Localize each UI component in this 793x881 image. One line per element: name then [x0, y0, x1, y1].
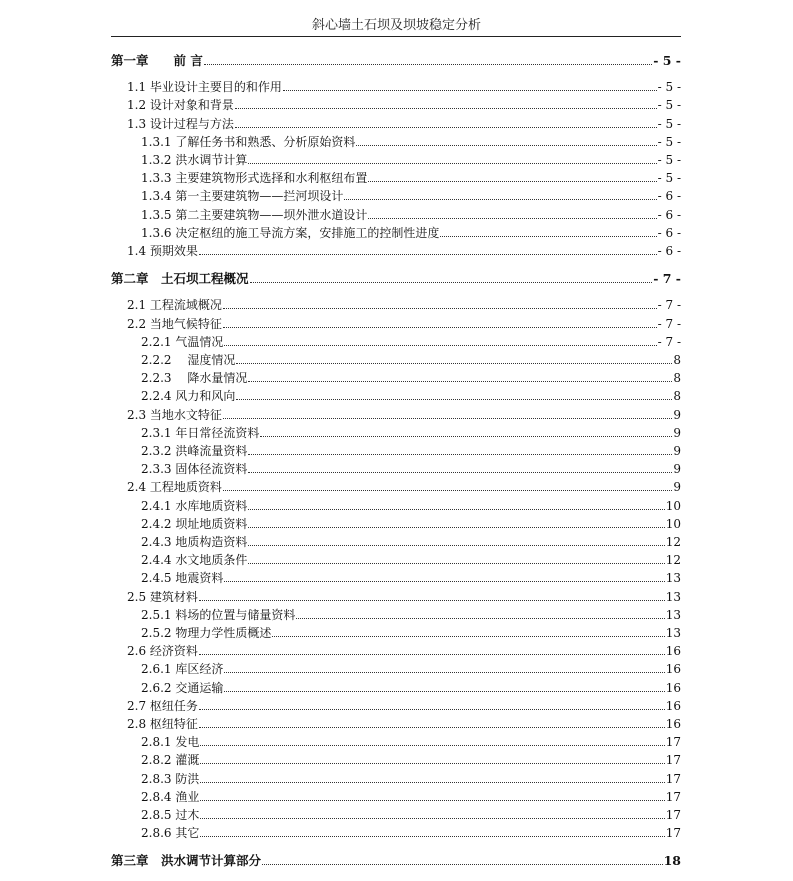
toc-entry-label: 2.2.1 气温情况 [141, 334, 224, 349]
toc-page-number: - 7 - [657, 298, 681, 313]
toc-entry-label: 1.1 毕业设计主要目的和作用 [127, 80, 282, 95]
toc-entry-row[interactable] [111, 171, 681, 185]
toc-page-number: 8 [673, 353, 681, 367]
toc-entry-label: 2.3.1 年日常径流资料 [141, 425, 260, 440]
toc-entry-label: 2.4.1 水库地质资料 [141, 498, 248, 513]
toc-entry-label: 2.8.1 发电 [141, 735, 200, 750]
toc-page-number: - 7 - [657, 316, 681, 331]
toc-entry-label: 2.2.2 湿度情况 [141, 353, 236, 367]
dot-leader [199, 726, 665, 728]
running-header: 斜心墙土石坝及坝坡稳定分析 [311, 18, 481, 33]
dot-leader [296, 617, 664, 619]
toc-entry-label: 2.4.2 坝址地质资料 [141, 516, 248, 531]
toc-entry-row[interactable] [111, 317, 681, 331]
toc-chapter-row[interactable] [111, 272, 681, 286]
toc-entry-row[interactable] [111, 517, 681, 531]
toc-page-number: - 6 - [657, 225, 681, 240]
toc-entry-row[interactable] [111, 135, 681, 149]
toc-page-number: 9 [673, 462, 681, 477]
toc-entry-label: 2.8.5 过木 [141, 808, 200, 822]
toc-entry-row[interactable] [111, 608, 681, 622]
toc-page-number: - 7 - [653, 271, 681, 287]
toc-entry-label: 1.3.3 主要建筑物形式选择和水利枢纽布置 [141, 171, 368, 186]
toc-page-number: - 5 - [657, 153, 681, 167]
toc-entry-label: 1.3.1 了解任务书和熟悉、分析原始资料 [141, 134, 356, 149]
toc-entry-row[interactable] [111, 644, 681, 658]
dot-leader [440, 235, 656, 237]
toc-entry-row[interactable] [111, 462, 681, 476]
toc-page-number: 17 [665, 826, 681, 841]
toc-page-number: 8 [673, 371, 681, 386]
toc-page-number: 17 [665, 735, 681, 750]
toc-entry-row[interactable] [111, 499, 681, 513]
dot-leader [199, 599, 665, 601]
toc-entry-row[interactable] [111, 590, 681, 604]
toc-entry-label: 2.6 经济资料 [127, 644, 198, 659]
toc-page-number: 9 [673, 425, 681, 440]
toc-entry-label: 第二章 土石坝工程概况 [111, 271, 249, 287]
toc-entry-label: 2.4 工程地质资料 [127, 480, 222, 495]
toc-entry-label: 2.5.2 物理力学性质概述 [141, 626, 272, 640]
toc-page-number: 16 [665, 698, 681, 713]
toc-entry-label: 第三章 洪水调节计算部分 [111, 853, 262, 869]
toc-page-number: - 5 - [657, 171, 681, 186]
dot-leader [344, 198, 656, 200]
toc-page-number: 12 [665, 553, 681, 568]
toc-entry-label: 2.2.4 风力和风向 [141, 389, 236, 404]
toc-entry-label: 1.3.2 洪水调节计算 [141, 153, 248, 167]
dot-leader [248, 544, 664, 546]
toc-entry-row[interactable] [111, 699, 681, 713]
toc-entry-label: 1.3.6 决定枢纽的施工导流方案，安排施工的控制性进度 [141, 225, 440, 240]
toc-entry-label: 2.1 工程流域概况 [127, 298, 222, 313]
toc-entry-row[interactable] [111, 790, 681, 804]
toc-entry-label: 2.4.4 水文地质条件 [141, 553, 248, 568]
dot-leader [199, 253, 657, 255]
toc-entry-row[interactable] [111, 717, 681, 731]
dot-leader [200, 835, 664, 837]
dot-leader [248, 526, 664, 528]
toc-page-number: 16 [665, 680, 681, 695]
toc-entry-row[interactable] [111, 772, 681, 786]
dot-leader [223, 489, 672, 491]
toc-entry-row[interactable] [111, 480, 681, 494]
toc-entry-row[interactable] [111, 226, 681, 240]
dot-leader [235, 126, 657, 128]
dot-leader [248, 471, 672, 473]
dot-leader [200, 762, 664, 764]
dot-leader [224, 580, 664, 582]
dot-leader [248, 162, 656, 164]
toc-page-number: 12 [665, 535, 681, 549]
toc-entry-row[interactable] [111, 735, 681, 749]
toc-page-number: 10 [665, 498, 681, 513]
toc-entry-label: 第一章 前 言 [111, 53, 203, 68]
toc-page-number: - 6 - [657, 244, 681, 258]
toc-page-number: 9 [673, 480, 681, 495]
toc-entry-row[interactable] [111, 80, 681, 94]
toc-page-number: 13 [665, 571, 681, 586]
toc-page-number: 13 [665, 589, 681, 604]
toc-entry-row[interactable] [111, 426, 681, 440]
toc-entry-row[interactable] [111, 571, 681, 585]
toc-entry-row[interactable] [111, 808, 681, 822]
toc-page-number: 16 [665, 662, 681, 677]
toc-entry-label: 2.2 当地气候特征 [127, 316, 222, 331]
toc-entry-row[interactable] [111, 117, 681, 131]
dot-leader [368, 217, 656, 219]
toc-entry-row[interactable] [111, 826, 681, 840]
dot-leader [223, 307, 657, 309]
toc-page-number: 16 [665, 717, 681, 731]
dot-leader [260, 435, 672, 437]
dot-leader [250, 281, 653, 283]
toc-entry-row[interactable] [111, 535, 681, 549]
dot-leader [248, 453, 672, 455]
toc-entry-label: 2.5 建筑材料 [127, 589, 198, 604]
dot-leader [262, 863, 663, 865]
dot-leader [272, 635, 664, 637]
toc-page-number: 8 [673, 389, 681, 404]
toc-page-number: - 5 - [657, 80, 681, 95]
dot-leader [224, 690, 664, 692]
toc-page-number: 13 [665, 607, 681, 622]
toc-entry-label: 2.4.3 地质构造资料 [141, 535, 248, 549]
toc-entry-label: 2.2.3 降水量情况 [141, 371, 248, 386]
toc-entry-row[interactable] [111, 353, 681, 367]
dot-leader [199, 653, 665, 655]
toc-entry-row[interactable] [111, 244, 681, 258]
toc-page-number: 13 [665, 626, 681, 640]
toc-page-number: - 5 - [657, 134, 681, 149]
toc-chapter-row[interactable] [111, 854, 681, 868]
toc-page-number: 17 [665, 753, 681, 768]
toc-entry-label: 2.6.2 交通运输 [141, 680, 224, 695]
toc-page-number: - 7 - [657, 334, 681, 349]
dot-leader [200, 781, 664, 783]
dot-leader [204, 63, 652, 65]
toc-entry-row[interactable] [111, 98, 681, 112]
toc-page-number: 17 [665, 808, 681, 822]
dot-leader [199, 708, 665, 710]
toc-entry-row[interactable] [111, 389, 681, 403]
header-rule [111, 36, 681, 37]
toc-entry-label: 2.8 枢纽特征 [127, 717, 198, 731]
toc-entry-label: 2.3.2 洪峰流量资料 [141, 444, 248, 458]
toc-page-number: - 5 - [653, 53, 681, 68]
toc-entry-row[interactable] [111, 371, 681, 385]
dot-leader [248, 562, 664, 564]
toc-entry-label: 2.6.1 库区经济 [141, 662, 224, 677]
toc-entry-label: 2.8.6 其它 [141, 826, 200, 841]
toc-entry-row[interactable] [111, 153, 681, 167]
dot-leader [224, 344, 656, 346]
toc-entry-row[interactable] [111, 189, 681, 203]
toc-entry-row[interactable] [111, 753, 681, 767]
toc-entry-label: 2.8.3 防洪 [141, 771, 200, 786]
toc-page-number: 9 [673, 407, 681, 422]
toc-entry-row[interactable] [111, 626, 681, 640]
dot-leader [200, 817, 664, 819]
toc-entry-label: 1.3.4 第一主要建筑物——拦河坝设计 [141, 189, 344, 204]
toc-entry-label: 2.3.3 固体径流资料 [141, 462, 248, 477]
toc-entry-row[interactable] [111, 335, 681, 349]
toc-entry-row[interactable] [111, 208, 681, 222]
toc-entry-label: 2.5.1 料场的位置与储量资料 [141, 607, 296, 622]
toc-page-number: - 6 - [657, 189, 681, 204]
dot-leader [356, 144, 656, 146]
dot-leader [223, 417, 672, 419]
toc-entry-row[interactable] [111, 681, 681, 695]
toc-page-number: 18 [663, 853, 681, 869]
toc-page-number: - 5 - [657, 116, 681, 131]
dot-leader [236, 362, 672, 364]
toc-page-number: 10 [665, 516, 681, 531]
toc-entry-row[interactable] [111, 553, 681, 567]
toc-entry-row[interactable] [111, 444, 681, 458]
toc-page-number: 17 [665, 789, 681, 804]
dot-leader [223, 326, 657, 328]
toc-page-number: 16 [665, 644, 681, 659]
toc-page-number: 9 [673, 444, 681, 458]
toc-entry-row[interactable] [111, 408, 681, 422]
dot-leader [224, 671, 664, 673]
toc-page-number: 17 [665, 771, 681, 786]
toc-entry-label: 1.3 设计过程与方法 [127, 116, 234, 131]
dot-leader [200, 799, 664, 801]
toc-entry-row[interactable] [111, 298, 681, 312]
toc-entry-label: 2.8.2 灌溉 [141, 753, 200, 768]
dot-leader [235, 107, 657, 109]
toc-entry-label: 2.7 枢纽任务 [127, 698, 198, 713]
toc-entry-row[interactable] [111, 662, 681, 676]
toc-chapter-row[interactable] [111, 54, 681, 68]
toc-entry-label: 1.2 设计对象和背景 [127, 98, 234, 113]
toc-page-number: - 5 - [657, 98, 681, 113]
dot-leader [368, 180, 656, 182]
toc-entry-label: 1.4 预期效果 [127, 244, 198, 258]
toc-entry-label: 1.3.5 第二主要建筑物——坝外泄水道设计 [141, 207, 368, 222]
dot-leader [283, 89, 657, 91]
toc-entry-label: 2.8.4 渔业 [141, 789, 200, 804]
dot-leader [248, 508, 664, 510]
dot-leader [200, 744, 664, 746]
toc-page-number: - 6 - [657, 207, 681, 222]
toc-entry-label: 2.4.5 地震资料 [141, 571, 224, 586]
dot-leader [248, 380, 672, 382]
dot-leader [236, 398, 672, 400]
toc-entry-label: 2.3 当地水文特征 [127, 407, 222, 422]
